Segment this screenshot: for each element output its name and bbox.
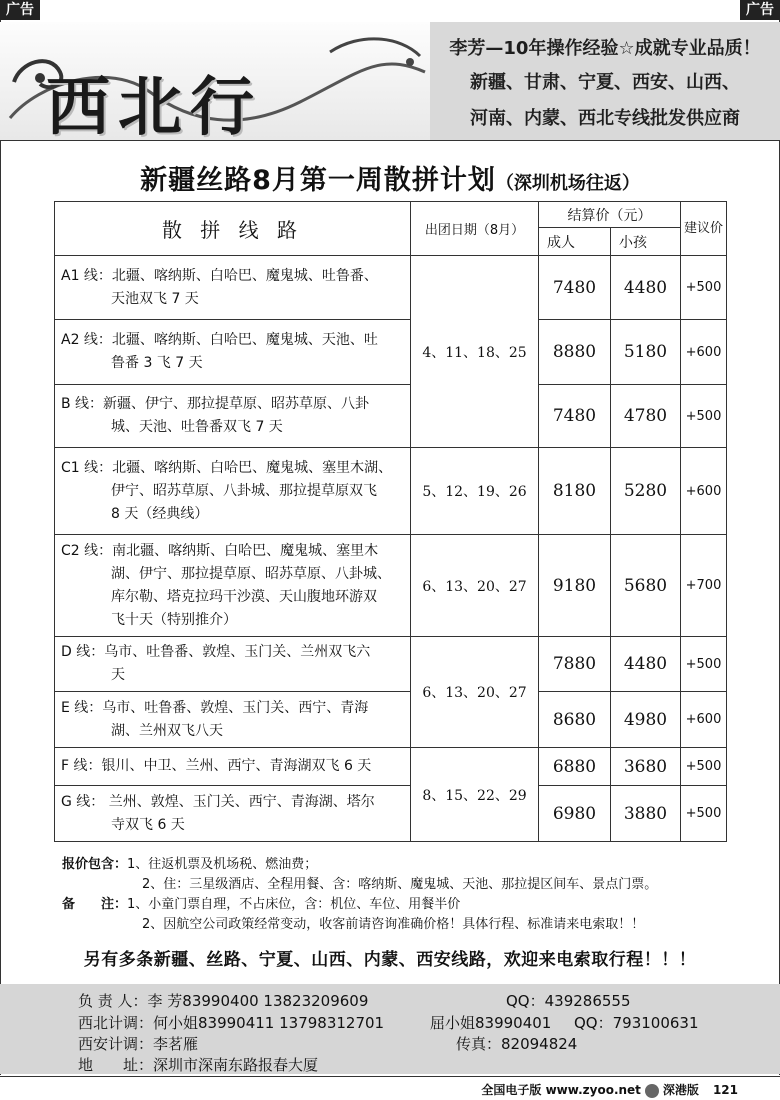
- include-note-2: 2、住：三星级酒店、全程用餐、含：喀纳斯、魔鬼城、天池、那拉提区间车、景点门票。: [142, 877, 658, 892]
- route-cell: E 线：乌市、吐鲁番、敦煌、玉门关、西宁、青海 湖、兰州双飞八天: [55, 692, 411, 748]
- banner: [0, 22, 780, 141]
- slogan-line-1: 李芳—10年操作经验☆成就专业品质！: [449, 38, 761, 59]
- adult-price: 8180: [539, 448, 611, 535]
- table-row: [55, 256, 727, 320]
- adult-price: 8680: [539, 692, 611, 748]
- child-price: 4480: [611, 637, 681, 692]
- page-number: 121: [712, 1083, 738, 1097]
- contact-address: 地 址：深圳市深南东路报春大厦: [78, 1056, 319, 1074]
- contact-qq-1: QQ：439286555: [506, 992, 631, 1010]
- route-cell: F 线：银川、中卫、兰州、西宁、青海湖双飞 6 天: [55, 748, 411, 786]
- suggest-price: +700: [681, 535, 727, 637]
- table-row: [55, 637, 727, 692]
- include-note-1: 报价包含：1、往返机票及机场税、燃油费；: [62, 857, 318, 872]
- suggest-price: +500: [681, 256, 727, 320]
- table-row: [55, 385, 727, 448]
- adult-price: 6880: [539, 748, 611, 786]
- header-price: 结算价（元）: [539, 202, 681, 228]
- table-row: [55, 692, 727, 748]
- contact-fax: 传真：82094824: [456, 1035, 578, 1053]
- extra-routes-banner: 另有多条新疆、丝路、宁夏、山西、内蒙、西安线路，欢迎来电索取行程！！！: [83, 950, 697, 970]
- contact-panel: [0, 984, 780, 1074]
- date-cell: 4、11、18、25: [411, 256, 539, 448]
- contact-qq-2: QQ：793100631: [574, 1014, 699, 1032]
- route-cell: D 线：乌市、吐鲁番、敦煌、玉门关、兰州双飞六 天: [55, 637, 411, 692]
- header-suggest: 建议价: [681, 202, 727, 256]
- banner-slogan: [430, 22, 780, 140]
- footer-edition: 深港版: [662, 1083, 699, 1097]
- date-cell: 6、13、20、27: [411, 535, 539, 637]
- title-sub: （深圳机场往返）: [495, 173, 640, 194]
- adult-price: 6980: [539, 786, 611, 842]
- page-footer: [481, 1081, 738, 1098]
- table-row: [55, 320, 727, 385]
- ad-tag-right: 广告: [740, 0, 780, 20]
- adult-price: 7480: [539, 256, 611, 320]
- route-cell: B 线：新疆、伊宁、那拉提草原、昭苏草原、八卦 城、天池、吐鲁番双飞 7 天: [55, 385, 411, 448]
- child-price: 3680: [611, 748, 681, 786]
- ad-tag-left: 广告: [0, 0, 40, 20]
- title-main: 新疆丝路8月第一周散拼计划: [140, 165, 496, 196]
- contact-nw-planner-2: 屈小姐83990401: [430, 1014, 552, 1032]
- suggest-price: +500: [681, 637, 727, 692]
- logo-area: [0, 22, 430, 140]
- logo-text: 西北行: [46, 70, 262, 140]
- adult-price: 8880: [539, 320, 611, 385]
- publisher-logo-icon: [645, 1084, 659, 1098]
- route-cell: A1 线：北疆、喀纳斯、白哈巴、魔鬼城、吐鲁番、 天池双飞 7 天: [55, 256, 411, 320]
- page-title: [0, 158, 780, 197]
- suggest-price: +600: [681, 320, 727, 385]
- contact-xa-planner: 西安计调：李茗雁: [78, 1035, 199, 1053]
- contact-manager: 负 责 人：李 芳83990400 13823209609: [78, 992, 369, 1010]
- contact-nw-planner: 西北计调：何小姐83990411 13798312701: [78, 1014, 385, 1032]
- child-price: 3880: [611, 786, 681, 842]
- child-price: 5680: [611, 535, 681, 637]
- suggest-price: +500: [681, 786, 727, 842]
- footer-site: 全国电子版 www.zyoo.net: [481, 1083, 641, 1097]
- route-cell: C2 线：南北疆、喀纳斯、白哈巴、魔鬼城、塞里木 湖、伊宁、那拉提草原、昭苏草原、八卦城、 库尔勒、塔克拉玛干沙漠、天山腹地环游双 飞十天（特别推介）: [55, 535, 411, 637]
- table-row: [55, 748, 727, 786]
- table-row: [55, 535, 727, 637]
- header-child: 小孩: [611, 228, 681, 256]
- date-cell: 5、12、19、26: [411, 448, 539, 535]
- suggest-price: +500: [681, 385, 727, 448]
- child-price: 4980: [611, 692, 681, 748]
- slogan-line-2: 新疆、甘肃、宁夏、西安、山西、: [470, 72, 740, 93]
- route-cell: A2 线：北疆、喀纳斯、白哈巴、魔鬼城、天池、吐 鲁番 3 飞 7 天: [55, 320, 411, 385]
- footer-divider: [0, 1076, 780, 1077]
- route-cell: G 线： 兰州、敦煌、玉门关、西宁、青海湖、塔尔 寺双飞 6 天: [55, 786, 411, 842]
- header-adult: 成人: [539, 228, 611, 256]
- child-price: 4480: [611, 256, 681, 320]
- date-cell: 8、15、22、29: [411, 748, 539, 842]
- remark-note-1: 备 注：1、小童门票自理，不占床位，含：机位、车位、用餐半价: [62, 897, 461, 912]
- slogan-line-3: 河南、内蒙、西北专线批发供应商: [470, 108, 740, 129]
- route-cell: C1 线：北疆、喀纳斯、白哈巴、魔鬼城、塞里木湖、 伊宁、昭苏草原、八卦城、那拉提草原双飞 8 天（经典线）: [55, 448, 411, 535]
- adult-price: 7480: [539, 385, 611, 448]
- child-price: 5280: [611, 448, 681, 535]
- child-price: 4780: [611, 385, 681, 448]
- route-price-table: [54, 201, 727, 842]
- suggest-price: +500: [681, 748, 727, 786]
- adult-price: 7880: [539, 637, 611, 692]
- header-date: 出团日期（8月）: [411, 202, 539, 256]
- child-price: 5180: [611, 320, 681, 385]
- adult-price: 9180: [539, 535, 611, 637]
- suggest-price: +600: [681, 692, 727, 748]
- header-route: 散 拼 线 路: [55, 202, 411, 256]
- table-row: [55, 786, 727, 842]
- suggest-price: +600: [681, 448, 727, 535]
- remark-note-2: 2、因航空公司政策经常变动，收客前请咨询准确价格！具体行程、标准请来电索取！！: [142, 917, 645, 932]
- date-cell: 6、13、20、27: [411, 637, 539, 748]
- table-row: [55, 448, 727, 535]
